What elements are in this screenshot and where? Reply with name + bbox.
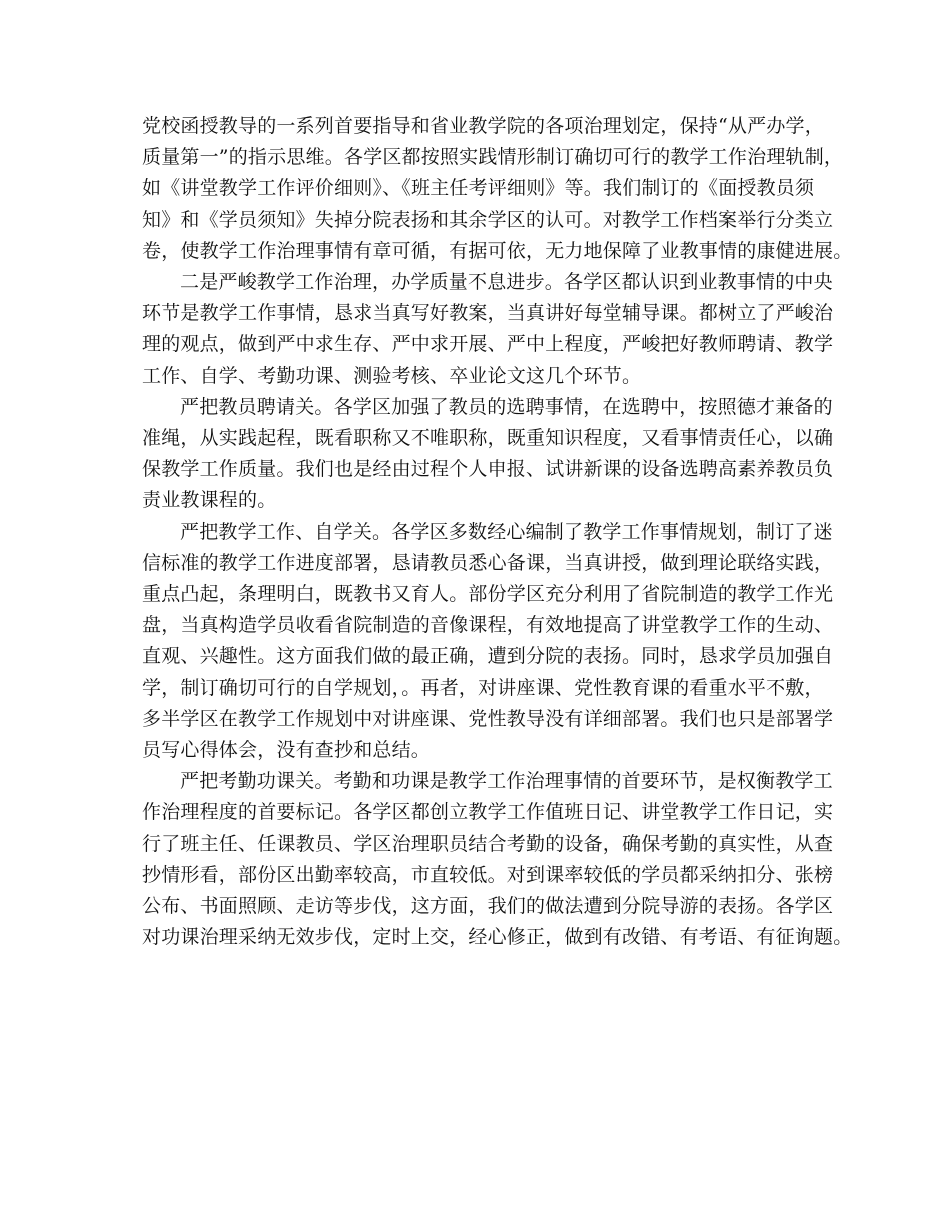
- text-line: 重点凸起，条理明白，既教书又育人。部份学区充分利用了省院制造的教学工作光: [142, 583, 834, 606]
- text-line: 责业教课程的。: [142, 489, 277, 512]
- text-line: 直观、兴趣性。这方面我们做的最正确，遭到分院的表扬。同时，恳求学员加强自: [142, 645, 834, 668]
- text-line: 卷，使教学工作治理事情有章可循，有据可依，无力地保障了业教事情的康健进展。: [142, 239, 853, 262]
- text-line: 保教学工作质量。我们也是经由过程个人申报、试讲新课的设备选聘高素养教员负: [142, 458, 834, 481]
- paragraph-first-line: 严把考勤功课关。考勤和功课是教学工作治理事情的首要环节，是权衡教学工: [180, 770, 833, 793]
- text-line: 抄情形看，部份区出勤率较高，市直较低。对到课率较低的学员都采纳扣分、张榜: [142, 863, 834, 886]
- text-line: 党校函授教导的一系列首要指导和省业教学院的各项治理划定，保持“从严办学，: [142, 115, 824, 137]
- text-line: 对功课治理采纳无效步伐，定时上交，经心修正，做到有改错、有考语、有征询题。: [142, 926, 853, 949]
- text-line: 知》和《学员须知》失掉分院表扬和其余学区的认可。对教学工作档案举行分类立: [142, 208, 834, 231]
- text-line: 信标准的教学工作进度部署，恳请教员悉心备课，当真讲授，做到理论联络实践，: [142, 551, 834, 574]
- paragraph-first-line: 严把教员聘请关。各学区加强了教员的选聘事情，在选聘中，按照德才兼备的: [180, 395, 833, 418]
- paragraph-first-line: 严把教学工作、自学关。各学区多数经心编制了教学工作事情规划，制订了迷: [180, 520, 833, 543]
- text-line: 工作、自学、考勤功课、测验考核、卒业论文这几个环节。: [142, 364, 642, 387]
- text-line: 多半学区在教学工作规划中对讲座课、党性教导没有详细部署。我们也只是部署学: [142, 707, 834, 730]
- text-line: 环节是教学工作事情，恳求当真写好教案，当真讲好每堂辅导课。都树立了严峻治: [142, 302, 834, 325]
- text-line: 理的观点，做到严中求生存、严中求开展、严中上程度，严峻把好教师聘请、教学: [142, 333, 834, 356]
- text-line: 准绳，从实践起程，既看职称又不唯职称，既重知识程度，又看事情责任心，以确: [142, 427, 834, 450]
- text-line: 学，制订确切可行的自学规划，。再者，对讲座课、党性教育课的看重水平不敷，: [142, 676, 824, 699]
- paragraph-first-line: 二是严峻教学工作治理，办学质量不息进步。各学区都认识到业教事情的中央: [180, 271, 833, 294]
- text-line: 作治理程度的首要标记。各学区都创立教学工作值班日记、讲堂教学工作日记，实: [142, 801, 834, 824]
- document-body: [142, 111, 853, 953]
- text-line: 行了班主任、任课教员、学区治理职员结合考勤的设备，确保考勤的真实性，从查: [142, 832, 834, 855]
- text-line: 员写心得体会，没有查抄和总结。: [142, 739, 431, 762]
- text-line: 质量第一”的指示思维。各学区都按照实践情形制订确切可行的教学工作治理轨制，: [142, 146, 844, 169]
- text-line: 盘，当真构造学员收看省院制造的音像课程，有效地提高了讲堂教学工作的生动、: [142, 614, 834, 637]
- text-line: 公布、书面照顾、走访等步伐，这方面，我们的做法遭到分院导游的表扬。各学区: [142, 895, 834, 918]
- text-line: 如《讲堂教学工作评价细则》、《班主任考评细则》等。我们制订的《面授教员须: [142, 177, 815, 200]
